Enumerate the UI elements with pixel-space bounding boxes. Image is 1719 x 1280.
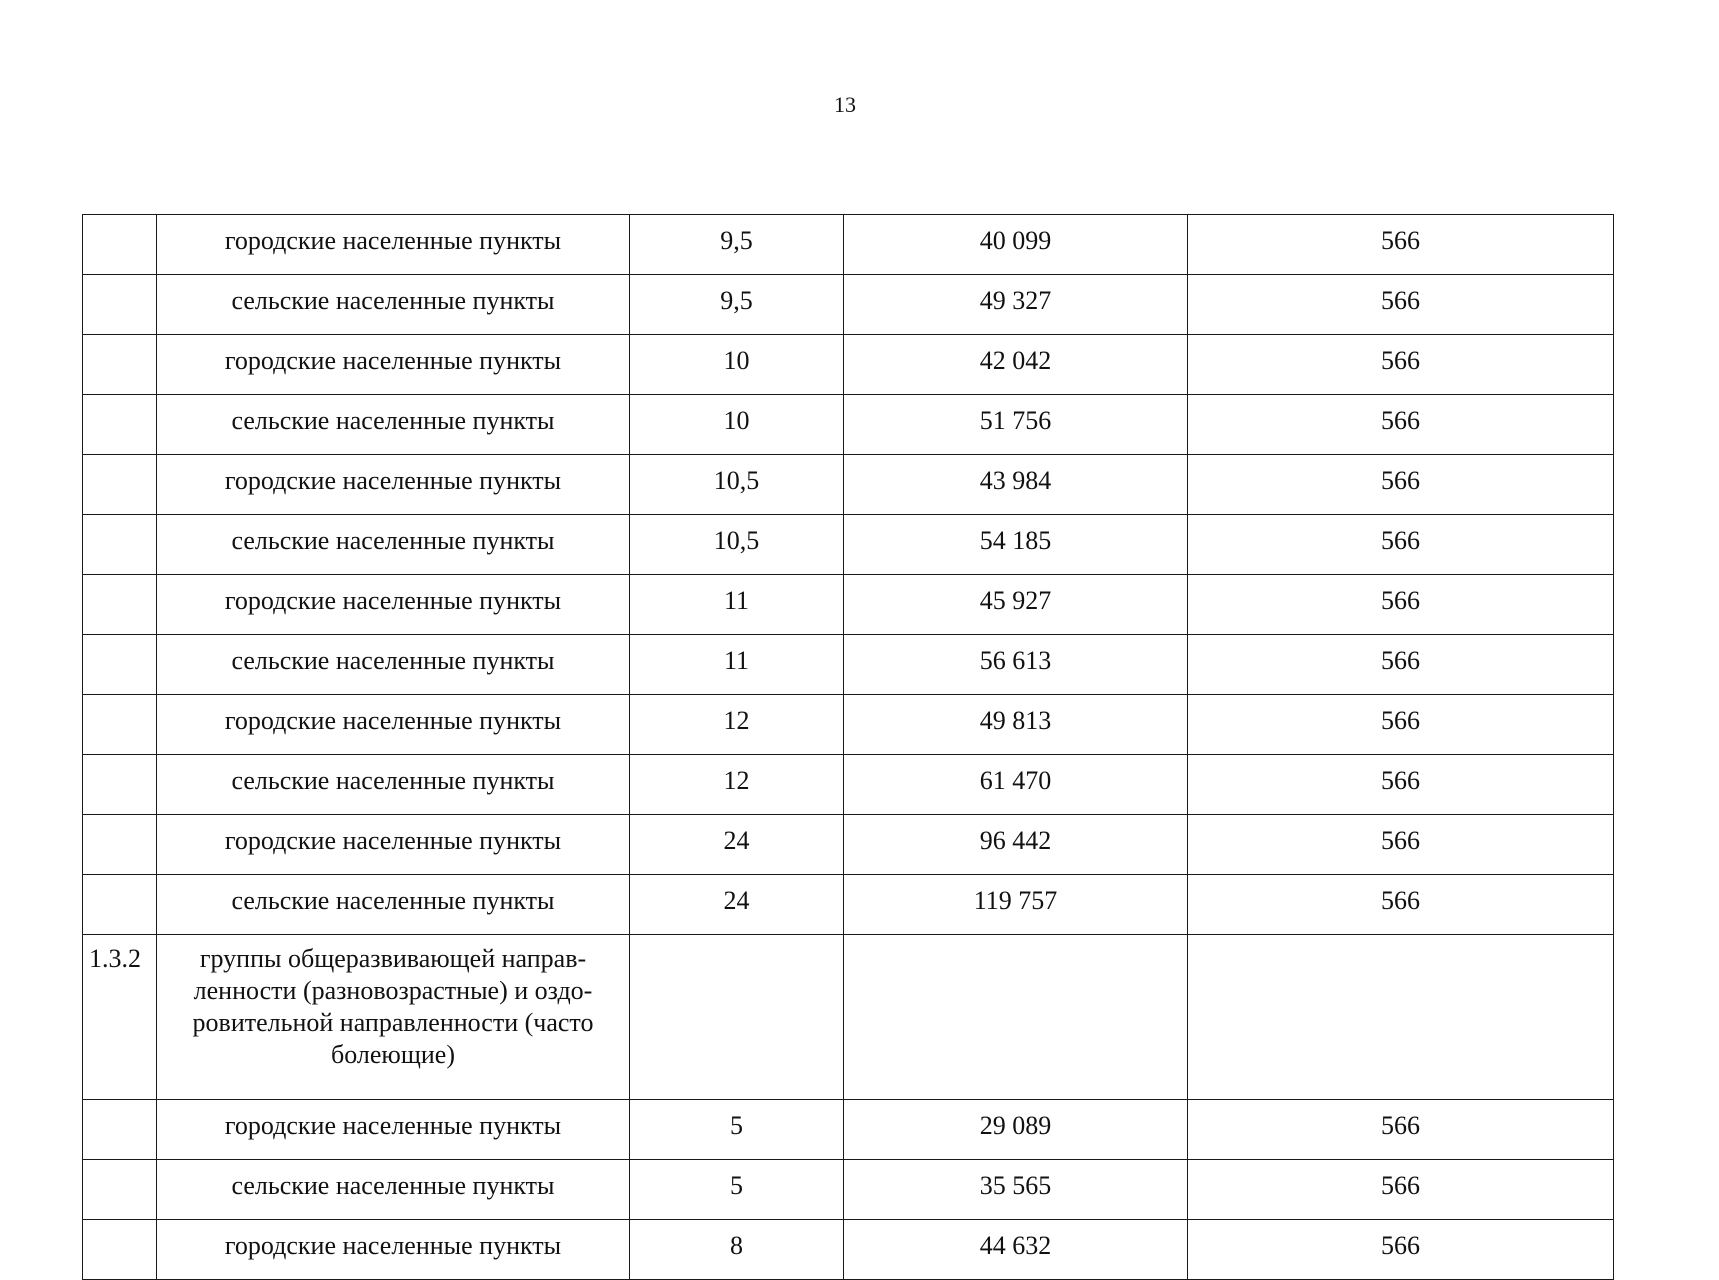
table-row (83, 635, 1614, 695)
settlement-type-cell: сельские населенные пункты (157, 755, 630, 815)
row-number-cell (83, 515, 157, 575)
table-row (83, 395, 1614, 455)
table-row (83, 215, 1614, 275)
table-row (83, 755, 1614, 815)
row-number-cell (83, 1220, 157, 1280)
settlement-type-cell: сельские населенные пункты (157, 875, 630, 935)
table-row (83, 1160, 1614, 1220)
row-number-cell (83, 335, 157, 395)
row-number-cell (83, 275, 157, 335)
settlement-type-cell: городские населенные пункты (157, 815, 630, 875)
amount-cell: 49 813 (844, 695, 1188, 755)
value-cell: 5 (630, 1160, 844, 1220)
value-cell: 10,5 (630, 455, 844, 515)
amount-cell: 45 927 (844, 575, 1188, 635)
rate-cell: 566 (1188, 455, 1614, 515)
settlement-type-cell: городские населенные пункты (157, 215, 630, 275)
value-cell: 5 (630, 1100, 844, 1160)
value-cell: 12 (630, 755, 844, 815)
settlement-type-cell: городские населенные пункты (157, 695, 630, 755)
page-number: 13 (834, 92, 856, 117)
table-row (83, 1220, 1614, 1280)
settlement-type-cell: сельские населенные пункты (157, 275, 630, 335)
section-number-cell: 1.3.2 (83, 935, 157, 1100)
rate-cell: 566 (1188, 1220, 1614, 1280)
amount-cell (844, 935, 1188, 1100)
settlement-type-cell: сельские населенные пункты (157, 395, 630, 455)
table-row (83, 815, 1614, 875)
value-cell (630, 935, 844, 1100)
settlement-type-cell: городские населенные пункты (157, 1100, 630, 1160)
settlement-type-cell: городские населенные пункты (157, 455, 630, 515)
settlement-type-cell: сельские населенные пункты (157, 515, 630, 575)
table-row (83, 455, 1614, 515)
amount-cell: 42 042 (844, 335, 1188, 395)
value-cell: 11 (630, 635, 844, 695)
rate-cell: 566 (1188, 335, 1614, 395)
settlement-type-cell: городские населенные пункты (157, 335, 630, 395)
value-cell: 8 (630, 1220, 844, 1280)
row-number-cell (83, 695, 157, 755)
table-row (83, 875, 1614, 935)
amount-cell: 29 089 (844, 1100, 1188, 1160)
amount-cell: 51 756 (844, 395, 1188, 455)
table-row (83, 1100, 1614, 1160)
rate-cell: 566 (1188, 635, 1614, 695)
rate-cell: 566 (1188, 695, 1614, 755)
settlement-type-cell: сельские населенные пункты (157, 1160, 630, 1220)
table-row (83, 515, 1614, 575)
amount-cell: 61 470 (844, 755, 1188, 815)
table-row (83, 575, 1614, 635)
row-number-cell (83, 395, 157, 455)
row-number-cell (83, 215, 157, 275)
amount-cell: 96 442 (844, 815, 1188, 875)
rate-cell (1188, 935, 1614, 1100)
value-cell: 12 (630, 695, 844, 755)
amount-cell: 119 757 (844, 875, 1188, 935)
value-cell: 11 (630, 575, 844, 635)
amount-cell: 49 327 (844, 275, 1188, 335)
section-row (83, 935, 1614, 1100)
rate-cell: 566 (1188, 515, 1614, 575)
value-cell: 24 (630, 815, 844, 875)
amount-cell: 43 984 (844, 455, 1188, 515)
table-row (83, 275, 1614, 335)
amount-cell: 40 099 (844, 215, 1188, 275)
rate-cell: 566 (1188, 275, 1614, 335)
rate-cell: 566 (1188, 875, 1614, 935)
value-cell: 10,5 (630, 515, 844, 575)
rate-cell: 566 (1188, 815, 1614, 875)
tariff-table (82, 214, 1614, 1280)
row-number-cell (83, 1160, 157, 1220)
settlement-type-cell: городские населенные пункты (157, 1220, 630, 1280)
amount-cell: 44 632 (844, 1220, 1188, 1280)
value-cell: 24 (630, 875, 844, 935)
rate-cell: 566 (1188, 215, 1614, 275)
value-cell: 10 (630, 335, 844, 395)
value-cell: 9,5 (630, 275, 844, 335)
amount-cell: 54 185 (844, 515, 1188, 575)
row-number-cell (83, 455, 157, 515)
settlement-type-cell: городские населенные пункты (157, 575, 630, 635)
rate-cell: 566 (1188, 1160, 1614, 1220)
value-cell: 10 (630, 395, 844, 455)
settlement-type-cell: сельские населенные пункты (157, 635, 630, 695)
row-number-cell (83, 1100, 157, 1160)
rate-cell: 566 (1188, 575, 1614, 635)
section-title-cell: группы общеразвивающей направ-ленности (разновозрастные) и оздо-ровительной направленности (часто болеющие) (157, 935, 630, 1100)
table-row (83, 695, 1614, 755)
amount-cell: 56 613 (844, 635, 1188, 695)
row-number-cell (83, 575, 157, 635)
row-number-cell (83, 755, 157, 815)
amount-cell: 35 565 (844, 1160, 1188, 1220)
rate-cell: 566 (1188, 755, 1614, 815)
table-row (83, 335, 1614, 395)
value-cell: 9,5 (630, 215, 844, 275)
row-number-cell (83, 635, 157, 695)
row-number-cell (83, 875, 157, 935)
row-number-cell (83, 815, 157, 875)
rate-cell: 566 (1188, 395, 1614, 455)
rate-cell: 566 (1188, 1100, 1614, 1160)
